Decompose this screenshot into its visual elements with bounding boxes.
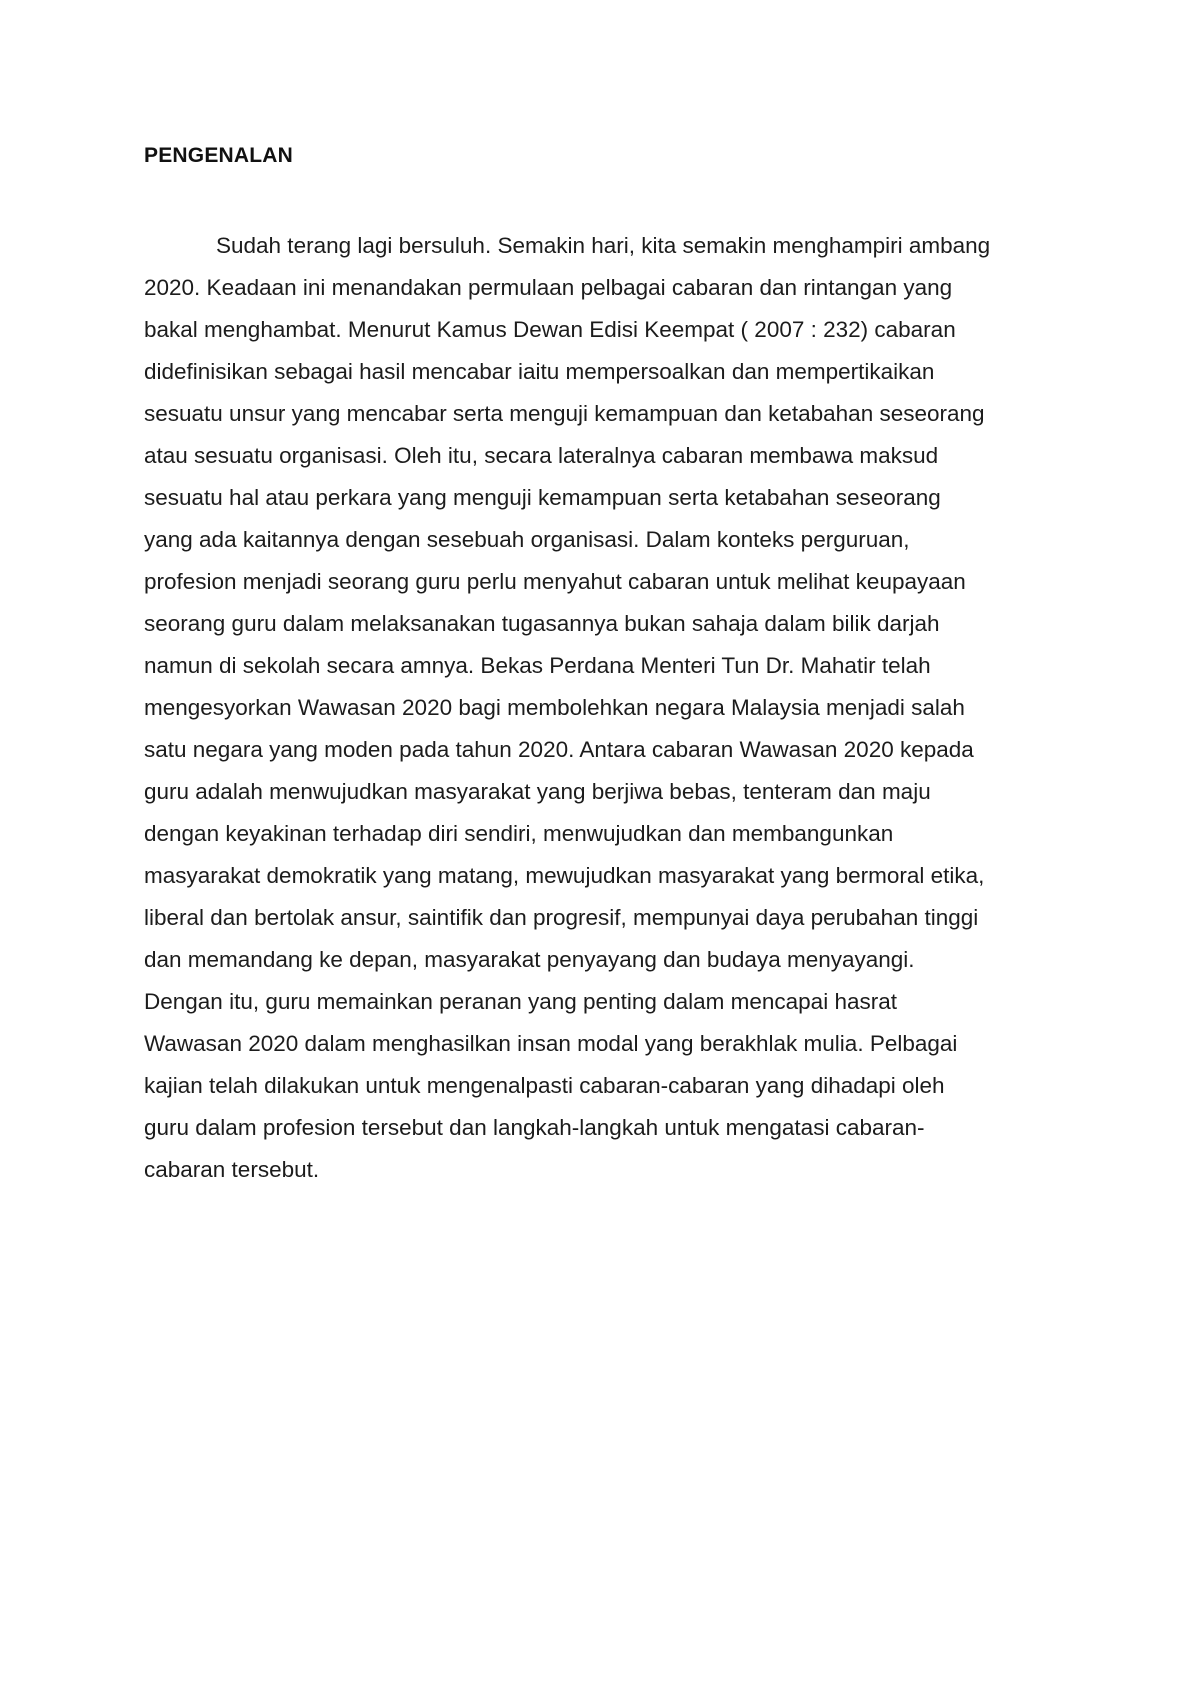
paragraph-line: dengan keyakinan terhadap diri sendiri, menwujudkan dan membangunkan xyxy=(144,821,894,846)
paragraph-line: 2020. Keadaan ini menandakan permulaan pelbagai cabaran dan rintangan yang xyxy=(144,275,953,300)
paragraph-line: kajian telah dilakukan untuk mengenalpasti cabaran-cabaran yang dihadapi oleh xyxy=(144,1073,945,1098)
introduction-paragraph xyxy=(144,225,1056,1191)
paragraph-line: masyarakat demokratik yang matang, mewujudkan masyarakat yang bermoral etika, xyxy=(144,863,985,888)
paragraph-line: profesion menjadi seorang guru perlu menyahut cabaran untuk melihat keupayaan xyxy=(144,569,966,594)
paragraph-line: satu negara yang moden pada tahun 2020. Antara cabaran Wawasan 2020 kepada xyxy=(144,737,974,762)
paragraph-line: sesuatu unsur yang mencabar serta menguji kemampuan dan ketabahan seseorang xyxy=(144,401,985,426)
paragraph-line: Sudah terang lagi bersuluh. Semakin hari, kita semakin menghampiri ambang xyxy=(216,233,991,258)
paragraph-line: liberal dan bertolak ansur, saintifik dan progresif, mempunyai daya perubahan tinggi xyxy=(144,905,979,930)
paragraph-line: bakal menghambat. Menurut Kamus Dewan Edisi Keempat ( 2007 : 232) cabaran xyxy=(144,317,956,342)
paragraph-line: Dengan itu, guru memainkan peranan yang penting dalam mencapai hasrat xyxy=(144,989,897,1014)
paragraph-line: seorang guru dalam melaksanakan tugasannya bukan sahaja dalam bilik darjah xyxy=(144,611,940,636)
paragraph-line: sesuatu hal atau perkara yang menguji kemampuan serta ketabahan seseorang xyxy=(144,485,941,510)
paragraph-line: yang ada kaitannya dengan sesebuah organisasi. Dalam konteks perguruan, xyxy=(144,527,910,552)
paragraph-line: cabaran tersebut. xyxy=(144,1157,320,1182)
paragraph-line: mengesyorkan Wawasan 2020 bagi membolehkan negara Malaysia menjadi salah xyxy=(144,695,965,720)
paragraph-line: Wawasan 2020 dalam menghasilkan insan modal yang berakhlak mulia. Pelbagai xyxy=(144,1031,958,1056)
paragraph-line: namun di sekolah secara amnya. Bekas Perdana Menteri Tun Dr. Mahatir telah xyxy=(144,653,931,678)
paragraph-line: didefinisikan sebagai hasil mencabar iaitu mempersoalkan dan mempertikaikan xyxy=(144,359,935,384)
paragraph-line: guru adalah menwujudkan masyarakat yang berjiwa bebas, tenteram dan maju xyxy=(144,779,931,804)
section-heading: PENGENALAN xyxy=(144,144,294,167)
paragraph-line: guru dalam profesion tersebut dan langkah-langkah untuk mengatasi cabaran- xyxy=(144,1115,925,1140)
paragraph-line: dan memandang ke depan, masyarakat penyayang dan budaya menyayangi. xyxy=(144,947,915,972)
paragraph-line: atau sesuatu organisasi. Oleh itu, secara lateralnya cabaran membawa maksud xyxy=(144,443,939,468)
